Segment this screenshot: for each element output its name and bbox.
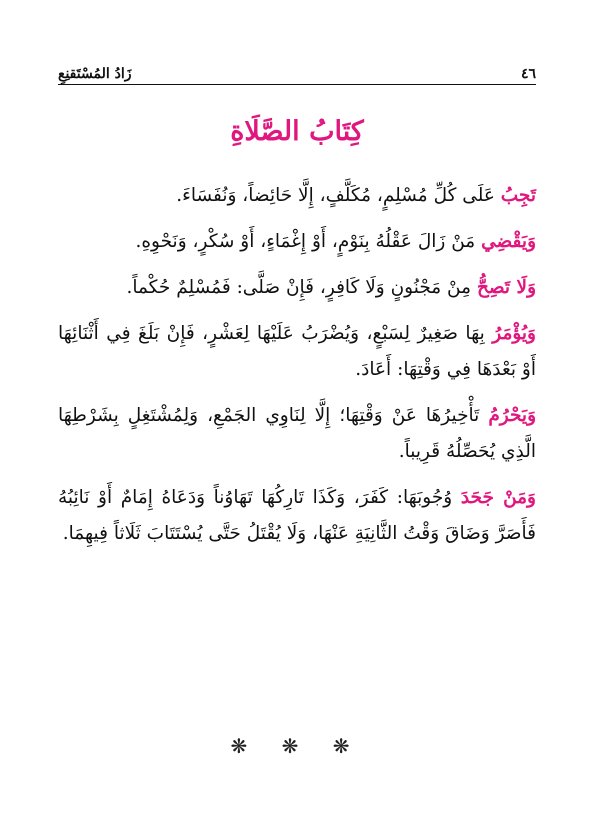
paragraph: [58, 480, 536, 552]
section-separator: ❋ ❋ ❋: [230, 734, 364, 758]
body-text: [58, 178, 536, 562]
page-number: ٤٦: [520, 66, 536, 82]
paragraph-keyword: تَجِبُ: [500, 185, 536, 206]
running-header: [58, 58, 536, 82]
paragraph-text: بِهَا صَغِيرٌ لِسَبْعٍ، وَيُضْرَبُ عَلَيْهَا لِعَشْرٍ، فَإِنْ بَلَغَ فِي أَثْنَائِهَا أَوْ بَعْدَهَا فِي وَقْتِهَا: أَعَادَ.: [58, 323, 536, 380]
paragraph: [58, 224, 536, 260]
paragraph-keyword: وَيُؤْمَرُ: [492, 323, 536, 344]
paragraph: [58, 178, 536, 214]
paragraph-text: وُجُوبَهَا: كَفَرَ، وَكَذَا تَارِكُهَا تَهَاوُناً وَدَعَاهُ إِمَامٌ أَوْ نَائِبُهُ فَأَصَرَّ وَضَاقَ وَقْتُ الثَّانِيَةِ عَنْهَا، وَلَا يُقْتَلُ حَتَّى يُسْتَتَابَ ثَلَاثاً فِيهِمَا.: [58, 487, 536, 544]
paragraph: [58, 398, 536, 470]
paragraph-text: عَلَى كُلِّ مُسْلِمٍ، مُكَلَّفٍ، إِلَّا حَائِضاً، وَنُفَسَاءَ.: [176, 185, 501, 206]
paragraph: [58, 316, 536, 388]
paragraph-keyword: وَيَقْضِي: [481, 231, 536, 252]
book-title: زَادُ المُسْتَقنِعِ: [58, 66, 132, 82]
paragraph-text: مِنْ مَجْنُونٍ وَلَا كَافِرٍ، فَإِنْ صَلَّى: فَمُسْلِمٌ حُكْماً.: [126, 277, 477, 298]
paragraph-keyword: وَلَا تَصِحُّ: [476, 277, 536, 298]
paragraph-keyword: وَمَنْ جَحَدَ: [460, 487, 536, 508]
paragraph-text: تَأْخِيرُهَا عَنْ وَقْتِهَا؛ إِلَّا لِنَاوِي الجَمْعِ، وَلِمُشْتَغِلٍ بِشَرْطِهَا الَّذِي يُحَصِّلُهُ قَرِيباً.: [58, 405, 536, 462]
paragraph-keyword: وَيَحْرُمُ: [488, 405, 536, 426]
header-divider: [58, 84, 536, 85]
paragraph: [58, 270, 536, 306]
paragraph-text: مَنْ زَالَ عَقْلُهُ بِنَوْمٍ، أَوْ إِغْمَاءٍ، أَوْ سُكْرٍ، وَنَحْوِهِ.: [135, 231, 482, 252]
chapter-title: كِتَابُ الصَّلَاةِ: [230, 116, 364, 147]
